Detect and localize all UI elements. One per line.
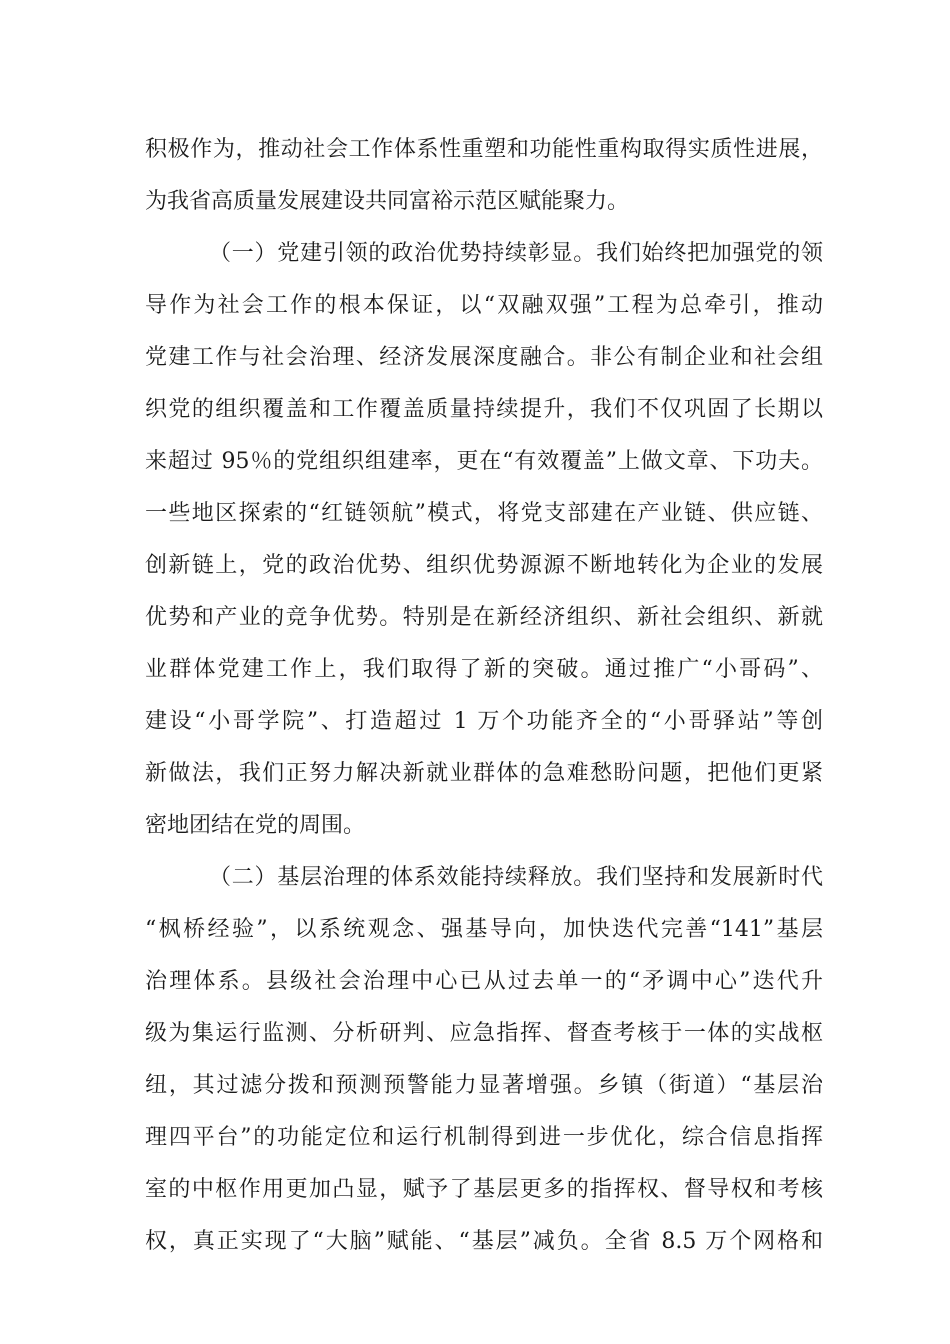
text-line: 导作为社会工作的根本保证，以“双融双强”工程为总牵引，推动 [145, 293, 823, 318]
text-line: 积极作为，推动社会工作体系性重塑和功能性重构取得实质性进展， [145, 137, 823, 162]
text-line: 创新链上，党的政治优势、组织优势源源不断地转化为企业的发展 [145, 553, 823, 578]
text-line: 建设“小哥学院”、打造超过 1 万个功能齐全的“小哥驿站”等创 [145, 709, 823, 734]
text-line: 优势和产业的竞争优势。特别是在新经济组织、新社会组织、新就 [145, 605, 823, 630]
text-line: “枫桥经验”，以系统观念、强基导向，加快迭代完善“141”基层 [145, 917, 823, 942]
text-line: 织党的组织覆盖和工作覆盖质量持续提升，我们不仅巩固了长期以 [145, 397, 823, 422]
text-line: 室的中枢作用更加凸显，赋予了基层更多的指挥权、督导权和考核 [145, 1177, 823, 1202]
text-line: 党建工作与社会治理、经济发展深度融合。非公有制企业和社会组 [145, 345, 823, 370]
text-line: 来超过 95％的党组织组建率，更在“有效覆盖”上做文章、下功夫。 [145, 449, 823, 474]
text-line: 密地团结在党的周围。 [145, 813, 366, 838]
text-line: 纽，其过滤分拨和预测预警能力显著增强。乡镇（街道）“基层治 [145, 1073, 823, 1098]
text-line: 为我省高质量发展建设共同富裕示范区赋能聚力。 [145, 189, 630, 214]
text-line: 一些地区探索的“红链领航”模式，将党支部建在产业链、供应链、 [145, 501, 823, 526]
text-line: 新做法，我们正努力解决新就业群体的急难愁盼问题，把他们更紧 [145, 761, 823, 786]
paragraph-heading-line: （一）党建引领的政治优势持续彰显。我们始终把加强党的领 [209, 241, 823, 266]
text-line: 级为集运行监测、分析研判、应急指挥、督查考核于一体的实战枢 [145, 1021, 823, 1046]
paragraph-heading-line: （二）基层治理的体系效能持续释放。我们坚持和发展新时代 [209, 865, 823, 890]
text-line: 业群体党建工作上，我们取得了新的突破。通过推广“小哥码”、 [145, 657, 823, 682]
text-line: 理四平台”的功能定位和运行机制得到进一步优化，综合信息指挥 [145, 1125, 823, 1150]
text-line: 权，真正实现了“大脑”赋能、“基层”减负。全省 8.5 万个网格和 [145, 1229, 823, 1254]
text-line: 治理体系。县级社会治理中心已从过去单一的“矛调中心”迭代升 [145, 969, 823, 994]
